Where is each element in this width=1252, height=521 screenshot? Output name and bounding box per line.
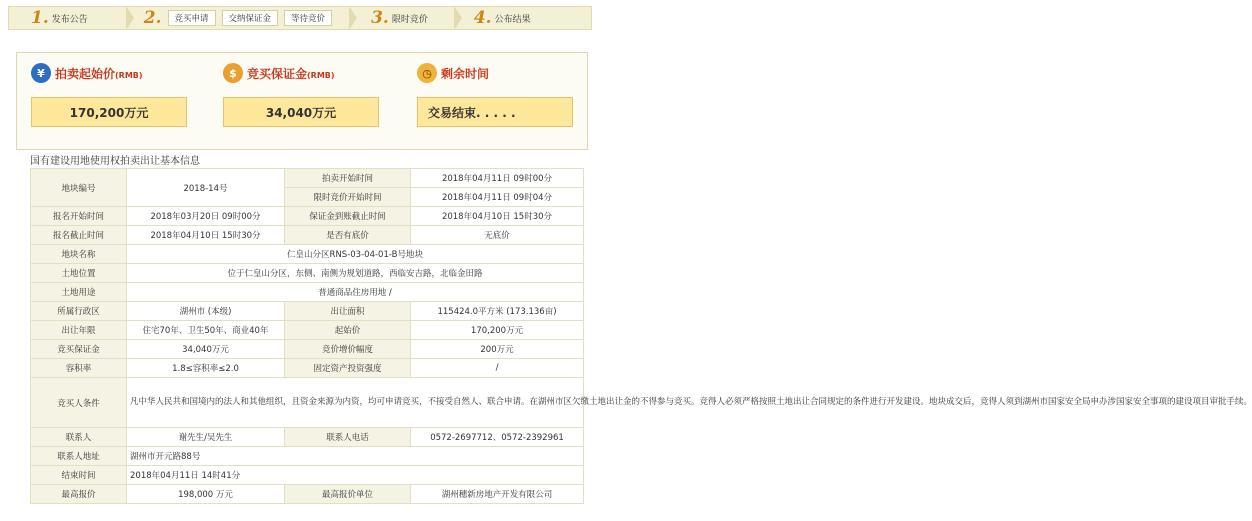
- label-cell: 最高报价单位: [285, 485, 411, 504]
- table-row: [31, 340, 584, 359]
- step-sub-wait: 等待竞价: [284, 10, 332, 26]
- step-result: [474, 6, 531, 30]
- coin-icon: ¥: [31, 63, 51, 83]
- value-cell: 无底价: [411, 226, 584, 245]
- label-cell: 是否有底价: [285, 226, 411, 245]
- value-cell: 200万元: [411, 340, 584, 359]
- value-cell: 170,200万元: [411, 321, 584, 340]
- step-label: 发布公告: [51, 14, 88, 25]
- value-cell: 仁皇山分区RNS-03-04-01-B号地块: [127, 245, 584, 264]
- label-cell: 限时竞价开始时间: [285, 188, 411, 207]
- step-sub-apply: 竞买申请: [168, 10, 216, 26]
- value-cell: 1.8≤容积率≤2.0: [127, 359, 285, 378]
- value-cell: 115424.0平方米 (173.136亩): [411, 302, 584, 321]
- value-cell: 2018年03月20日 09时00分: [127, 207, 285, 226]
- step-publish: [31, 6, 88, 30]
- label-cell: 联系人地址: [31, 447, 127, 466]
- label-cell: 竞买人条件: [31, 378, 127, 428]
- step-label: 公布结果: [494, 14, 531, 25]
- table-row: [31, 359, 584, 378]
- table-row: [31, 378, 584, 428]
- remaining-time-value: 交易结束. . . . .: [417, 97, 573, 127]
- section-title: 国有建设用地使用权拍卖出让基本信息: [30, 156, 200, 167]
- value-cell: 2018年04月11日 09时04分: [411, 188, 584, 207]
- table-row: [31, 169, 584, 188]
- table-row: [31, 428, 584, 447]
- label-cell: 土地用途: [31, 283, 127, 302]
- label-cell: 固定资产投资强度: [285, 359, 411, 378]
- label-cell: 所属行政区: [31, 302, 127, 321]
- value-cell: 2018-14号: [127, 169, 285, 207]
- table-row: [31, 264, 584, 283]
- value-cell: 198,000 万元: [127, 485, 285, 504]
- value-cell: 2018年04月11日 09时00分: [411, 169, 584, 188]
- label-cell: 出让年限: [31, 321, 127, 340]
- step-sub-deposit: 交纳保证金: [222, 10, 279, 26]
- label-cell: 拍卖开始时间: [285, 169, 411, 188]
- start-price-block: [31, 61, 187, 127]
- deposit-title: 竞买保证金(RMB): [247, 66, 335, 81]
- label-cell: 保证金到账截止时间: [285, 207, 411, 226]
- label-cell: 地块编号: [31, 169, 127, 207]
- label-cell: 容积率: [31, 359, 127, 378]
- label-cell: 起始价: [285, 321, 411, 340]
- step-arrow: [349, 6, 357, 30]
- step-arrow: [454, 6, 462, 30]
- remaining-time-block: [417, 61, 573, 127]
- auction-summary-panel: [16, 52, 588, 150]
- table-row: [31, 466, 584, 485]
- label-cell: 最高报价: [31, 485, 127, 504]
- label-cell: 联系人电话: [285, 428, 411, 447]
- value-cell: 2018年04月11日 14时41分: [127, 466, 584, 485]
- label-cell: 土地位置: [31, 264, 127, 283]
- step-bidding: [371, 6, 428, 30]
- label-cell: 出让面积: [285, 302, 411, 321]
- label-cell: 竞买保证金: [31, 340, 127, 359]
- start-price-title: 拍卖起始价(RMB): [55, 66, 143, 81]
- deposit-icon: $: [223, 63, 243, 83]
- value-cell: 湖州市 (本级): [127, 302, 285, 321]
- table-row: [31, 485, 584, 504]
- label-cell: 报名截止时间: [31, 226, 127, 245]
- label-cell: 地块名称: [31, 245, 127, 264]
- table-row: [31, 302, 584, 321]
- deposit-value: 34,040万元: [223, 97, 379, 127]
- label-cell: 报名开始时间: [31, 207, 127, 226]
- step-number: 2.: [143, 8, 162, 28]
- land-info-table: [30, 168, 1252, 504]
- start-price-value: 170,200万元: [31, 97, 187, 127]
- value-cell: /: [411, 359, 584, 378]
- label-cell: 联系人: [31, 428, 127, 447]
- clock-icon: ◷: [417, 63, 437, 83]
- value-cell: 谢先生/吴先生: [127, 428, 285, 447]
- value-cell: 2018年04月10日 15时30分: [127, 226, 285, 245]
- label-cell: 结束时间: [31, 466, 127, 485]
- table-row: [31, 283, 584, 302]
- value-cell: 34,040万元: [127, 340, 285, 359]
- value-cell: 普通商品住房用地 /: [127, 283, 584, 302]
- value-cell: 0572-2697712、0572-2392961: [411, 428, 584, 447]
- deposit-block: [223, 61, 379, 127]
- progress-steps: [8, 6, 592, 30]
- value-cell: 湖州穗新房地产开发有限公司: [411, 485, 584, 504]
- step-number: 1.: [31, 8, 49, 28]
- value-cell: 湖州市开元路88号: [127, 447, 584, 466]
- value-cell: 住宅70年、卫生50年、商业40年: [127, 321, 285, 340]
- table-row: [31, 207, 584, 226]
- step-arrow: [126, 6, 134, 30]
- step-number: 3.: [371, 8, 389, 28]
- table-row: [31, 245, 584, 264]
- bidder-conditions-text: 凡中华人民共和国境内的法人和其他组织，且资金来源为内资，均可申请竞买，不接受自然人、联合申请。在湖州市区欠缴土地出让金的不得参与竞买。竞得人必须严格按照土地出让合同规定的条件进行开发建设。地块成交后，竞得人须到湖州市国家安全局申办涉国家安全事项的建设项目审批手续。: [127, 378, 584, 428]
- value-cell: 位于仁皇山分区，东侧、南侧为规划道路，西临安吉路，北临金田路: [127, 264, 584, 283]
- table-row: [31, 226, 584, 245]
- remaining-time-title: 剩余时间: [441, 66, 490, 81]
- step-label: 限时竞价: [391, 14, 428, 25]
- step-apply: [144, 6, 335, 30]
- table-row: [31, 447, 584, 466]
- value-cell: 2018年04月10日 15时30分: [411, 207, 584, 226]
- step-number: 4.: [473, 8, 492, 28]
- label-cell: 竞价增价幅度: [285, 340, 411, 359]
- table-row: [31, 321, 584, 340]
